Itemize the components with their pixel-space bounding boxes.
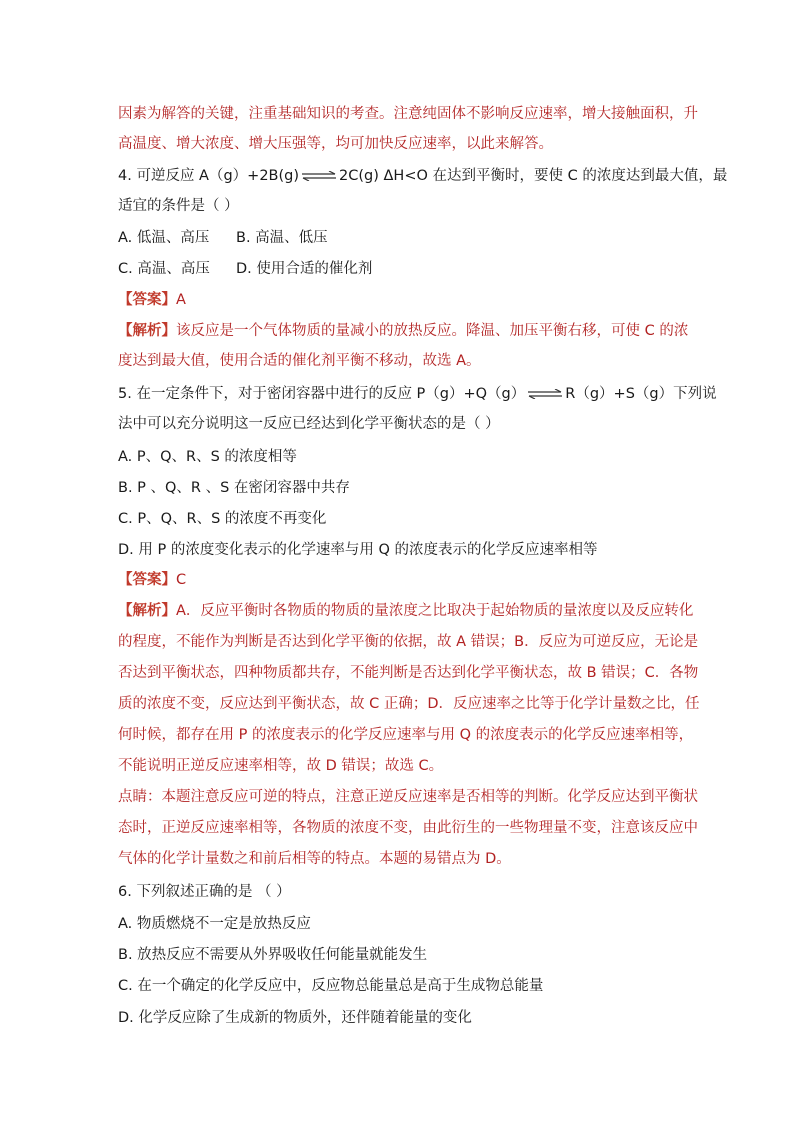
q5-note-line-2: 态时，正逆反应速率相等，各物质的浓度不变，由此衍生的一些物理量不变，注意该反应中 [118,820,698,836]
q4-analysis-line-1 [118,321,688,341]
q6-option-a: A. 物质燃烧不一定是放热反应 [118,916,311,932]
q5-analysis-line-6: 不能说明正逆反应速率相等，故 D 错误；故选 C。 [118,758,444,774]
q4-option-a: A. 低温、高压 [118,230,210,246]
q4-option-c: C. 高温、高压 [118,261,210,277]
q5-analysis-line-2: 的程度，不能作为判断是否达到化学平衡的依据，故 A 错误；B．反应为可逆反应，无论是 [118,634,699,650]
q6-option-c: C. 在一个确定的化学反应中，反应物总能量总是高于生成物总能量 [118,978,544,994]
q4-analysis-tag: 【解析】 [118,323,176,339]
q4-stem-part-a: 4. 可逆反应 A（g）+2B(g) [118,168,300,184]
q4-analysis-line-2: 度达到最大值，使用合适的催化剂平衡不移动，故选 A。 [118,353,481,369]
q4-stem-line-1 [118,166,727,186]
q5-note-line-1: 点睛：本题注意反应可逆的特点，注意正逆反应速率是否相等的判断。化学反应达到平衡状 [118,789,698,805]
q5-analysis-text-1: A．反应平衡时各物质的物质的量浓度之比取决于起始物质的量浓度以及反应转化 [176,603,694,619]
q5-stem-part-b: R（g）+S（g）下列说 [565,386,717,402]
q6-option-b: B. 放热反应不需要从外界吸收任何能量就能发生 [118,947,428,963]
q5-analysis-tag: 【解析】 [118,603,176,619]
q5-answer-value: C [176,572,187,588]
intro-line-2: 高温度、增大浓度、增大压强等，均可加快反应速率，以此来解答。 [118,136,553,152]
q5-option-b: B. P 、Q、R 、S 在密闭容器中共存 [118,480,350,496]
q4-answer [118,290,186,310]
equilibrium-arrow-icon [527,389,563,399]
q6-option-d: D. 化学反应除了生成新的物质外，还伴随着能量的变化 [118,1010,472,1026]
q4-answer-tag: 【答案】 [118,292,176,308]
q5-analysis-line-3: 否达到平衡状态，四种物质都共存，不能判断是否达到化学平衡状态，故 B 错误；C．各物 [118,665,699,681]
q5-answer [118,570,186,590]
q4-stem-part-b: 2C(g) ΔH<O 在达到平衡时，要使 C 的浓度达到最大值，最 [339,168,728,184]
equilibrium-arrow-icon [301,171,337,181]
intro-line-1: 因素为解答的关键，注重基础知识的考查。注意纯固体不影响反应速率，增大接触面积，升 [118,106,698,122]
q5-stem-part-a: 5. 在一定条件下，对于密闭容器中进行的反应 P（g）+Q（g） [118,386,526,402]
q5-option-a: A. P、Q、R、S 的浓度相等 [118,449,297,465]
q5-answer-tag: 【答案】 [118,572,176,588]
q4-answer-value: A [176,292,186,308]
q4-stem-line-2: 适宜的条件是（ ） [118,198,239,214]
q4-analysis-text-1: 该反应是一个气体物质的量减小的放热反应。降温、加压平衡右移，可使 C 的浓 [176,323,689,339]
q4-option-b: B. 高温、低压 [236,230,328,246]
q5-stem-line-1 [118,384,717,404]
q4-options-row-2 [118,259,373,279]
q5-analysis-line-5: 何时候，都存在用 P 的浓度表示的化学反应速率与用 Q 的浓度表示的化学反应速率相等， [118,727,694,743]
q5-stem-line-2: 法中可以充分说明这一反应已经达到化学平衡状态的是（ ） [118,416,500,432]
q5-analysis-line-4: 质的浓度不变，反应达到平衡状态，故 C 正确；D．反应速率之比等于化学计量数之比，任 [118,696,700,712]
q5-analysis-line-1 [118,601,693,621]
q6-stem: 6. 下列叙述正确的是 （ ） [118,884,291,900]
q4-options-row-1 [118,228,328,248]
q5-note-line-3: 气体的化学计量数之和前后相等的特点。本题的易错点为 D。 [118,851,511,867]
q5-option-c: C. P、Q、R、S 的浓度不再变化 [118,511,327,527]
q5-option-d: D. 用 P 的浓度变化表示的化学速率与用 Q 的浓度表示的化学反应速率相等 [118,542,598,558]
q4-option-d: D. 使用合适的催化剂 [236,261,373,277]
